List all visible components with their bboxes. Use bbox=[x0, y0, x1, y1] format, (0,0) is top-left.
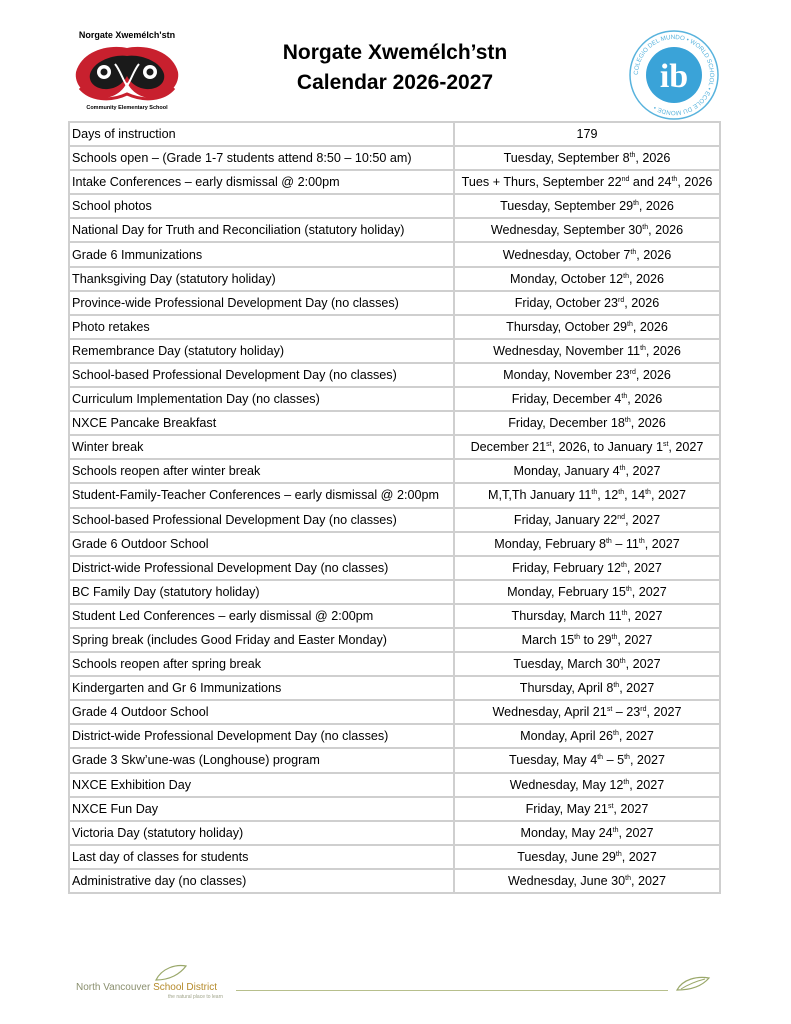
district-tagline: the natural place to learn bbox=[168, 994, 224, 1000]
ib-world-school-logo-icon bbox=[627, 28, 721, 122]
event-cell: NXCE Pancake Breakfast bbox=[69, 411, 454, 435]
date-cell: Monday, May 24th, 2027 bbox=[454, 821, 720, 845]
date-cell: 179 bbox=[454, 122, 720, 146]
date-cell: Wednesday, May 12th, 2027 bbox=[454, 773, 720, 797]
table-row bbox=[69, 556, 720, 580]
title-line-1: Norgate Xwemélch’stn bbox=[282, 41, 508, 64]
event-cell: Winter break bbox=[69, 435, 454, 459]
event-cell: Student Led Conferences – early dismissal @ 2:00pm bbox=[69, 604, 454, 628]
event-cell: Administrative day (no classes) bbox=[69, 869, 454, 893]
table-row bbox=[69, 797, 720, 821]
date-cell: Wednesday, October 7th, 2026 bbox=[454, 242, 720, 266]
date-cell: Monday, October 12th, 2026 bbox=[454, 267, 720, 291]
title-line-2: Calendar 2026-2027 bbox=[296, 71, 494, 94]
date-cell: Thursday, October 29th, 2026 bbox=[454, 315, 720, 339]
page-title bbox=[190, 38, 600, 98]
event-cell: School-based Professional Development Day (no classes) bbox=[69, 508, 454, 532]
event-cell: Grade 3 Skw’une-was (Longhouse) program bbox=[69, 748, 454, 772]
event-cell: Last day of classes for students bbox=[69, 845, 454, 869]
date-cell: Wednesday, June 30th, 2027 bbox=[454, 869, 720, 893]
event-cell: School-based Professional Development Day (no classes) bbox=[69, 363, 454, 387]
date-cell: Friday, December 18th, 2026 bbox=[454, 411, 720, 435]
event-cell: National Day for Truth and Reconciliation (statutory holiday) bbox=[69, 218, 454, 242]
date-cell: Tuesday, September 29th, 2026 bbox=[454, 194, 720, 218]
table-row bbox=[69, 267, 720, 291]
date-cell: Monday, November 23rd, 2026 bbox=[454, 363, 720, 387]
table-row bbox=[69, 748, 720, 772]
event-cell: Photo retakes bbox=[69, 315, 454, 339]
table-row bbox=[69, 628, 720, 652]
table-row bbox=[69, 845, 720, 869]
date-cell: Monday, January 4th, 2027 bbox=[454, 459, 720, 483]
event-cell: Schools open – (Grade 1-7 students attend 8:50 – 10:50 am) bbox=[69, 146, 454, 170]
table-row bbox=[69, 700, 720, 724]
salmon-crest-icon bbox=[70, 42, 184, 104]
table-row bbox=[69, 508, 720, 532]
date-cell: M,T,Th January 11th, 12th, 14th, 2027 bbox=[454, 483, 720, 507]
ib-ring-text: COLEGIO DEL MUNDO • WORLD SCHOOL • ÉCOLE DU MONDE • bbox=[632, 33, 716, 117]
event-cell: NXCE Fun Day bbox=[69, 797, 454, 821]
table-row bbox=[69, 652, 720, 676]
date-cell: Monday, February 8th – 11th, 2027 bbox=[454, 532, 720, 556]
event-cell: BC Family Day (statutory holiday) bbox=[69, 580, 454, 604]
ib-logo-text: ib bbox=[659, 58, 689, 95]
table-row bbox=[69, 315, 720, 339]
date-cell: Monday, February 15th, 2027 bbox=[454, 580, 720, 604]
table-row bbox=[69, 242, 720, 266]
event-cell: Grade 6 Outdoor School bbox=[69, 532, 454, 556]
event-cell: Schools reopen after spring break bbox=[69, 652, 454, 676]
district-logo bbox=[76, 964, 236, 1004]
logo-school-subtitle: Community Elementary School bbox=[86, 105, 168, 111]
date-cell: December 21st, 2026, to January 1st, 2027 bbox=[454, 435, 720, 459]
date-cell: Tuesday, September 8th, 2026 bbox=[454, 146, 720, 170]
event-cell: District-wide Professional Development Day (no classes) bbox=[69, 724, 454, 748]
date-cell: Tuesday, June 29th, 2027 bbox=[454, 845, 720, 869]
date-cell: Wednesday, September 30th, 2026 bbox=[454, 218, 720, 242]
date-cell: Friday, January 22nd, 2027 bbox=[454, 508, 720, 532]
calendar-table bbox=[68, 121, 721, 894]
event-cell: Thanksgiving Day (statutory holiday) bbox=[69, 267, 454, 291]
footer-leaf-icon bbox=[675, 975, 711, 993]
table-row bbox=[69, 363, 720, 387]
event-cell: Curriculum Implementation Day (no classes) bbox=[69, 387, 454, 411]
event-cell: Grade 4 Outdoor School bbox=[69, 700, 454, 724]
date-cell: Wednesday, April 21st – 23rd, 2027 bbox=[454, 700, 720, 724]
event-cell: NXCE Exhibition Day bbox=[69, 773, 454, 797]
date-cell: Tuesday, May 4th – 5th, 2027 bbox=[454, 748, 720, 772]
table-row bbox=[69, 291, 720, 315]
table-row bbox=[69, 459, 720, 483]
event-cell: School photos bbox=[69, 194, 454, 218]
table-row bbox=[69, 869, 720, 893]
district-name: North Vancouver School District bbox=[76, 982, 217, 993]
date-cell: Monday, April 26th, 2027 bbox=[454, 724, 720, 748]
logo-school-name: Norgate Xwemélch'stn bbox=[78, 30, 176, 40]
table-row bbox=[69, 339, 720, 363]
date-cell: Thursday, March 11th, 2027 bbox=[454, 604, 720, 628]
event-cell: Victoria Day (statutory holiday) bbox=[69, 821, 454, 845]
table-row bbox=[69, 146, 720, 170]
event-cell: Grade 6 Immunizations bbox=[69, 242, 454, 266]
table-row bbox=[69, 218, 720, 242]
event-cell: District-wide Professional Development Day (no classes) bbox=[69, 556, 454, 580]
school-logo bbox=[68, 30, 186, 116]
date-cell: Friday, February 12th, 2027 bbox=[454, 556, 720, 580]
table-row bbox=[69, 411, 720, 435]
table-row bbox=[69, 387, 720, 411]
table-row bbox=[69, 194, 720, 218]
table-row bbox=[69, 435, 720, 459]
date-cell: Tuesday, March 30th, 2027 bbox=[454, 652, 720, 676]
event-cell: Remembrance Day (statutory holiday) bbox=[69, 339, 454, 363]
leaf-icon bbox=[154, 964, 188, 982]
table-row bbox=[69, 580, 720, 604]
event-cell: Kindergarten and Gr 6 Immunizations bbox=[69, 676, 454, 700]
table-row bbox=[69, 676, 720, 700]
date-cell: Friday, December 4th, 2026 bbox=[454, 387, 720, 411]
event-cell: Days of instruction bbox=[69, 122, 454, 146]
date-cell: March 15th to 29th, 2027 bbox=[454, 628, 720, 652]
footer-divider bbox=[236, 990, 668, 991]
date-cell: Wednesday, November 11th, 2026 bbox=[454, 339, 720, 363]
table-row bbox=[69, 170, 720, 194]
date-cell: Friday, October 23rd, 2026 bbox=[454, 291, 720, 315]
date-cell: Tues + Thurs, September 22nd and 24th, 2026 bbox=[454, 170, 720, 194]
table-row bbox=[69, 604, 720, 628]
table-row bbox=[69, 532, 720, 556]
table-row bbox=[69, 483, 720, 507]
event-cell: Intake Conferences – early dismissal @ 2:00pm bbox=[69, 170, 454, 194]
event-cell: Student-Family-Teacher Conferences – early dismissal @ 2:00pm bbox=[69, 483, 454, 507]
date-cell: Thursday, April 8th, 2027 bbox=[454, 676, 720, 700]
table-row bbox=[69, 773, 720, 797]
table-row bbox=[69, 122, 720, 146]
event-cell: Province-wide Professional Development Day (no classes) bbox=[69, 291, 454, 315]
event-cell: Spring break (includes Good Friday and Easter Monday) bbox=[69, 628, 454, 652]
event-cell: Schools reopen after winter break bbox=[69, 459, 454, 483]
table-row bbox=[69, 821, 720, 845]
date-cell: Friday, May 21st, 2027 bbox=[454, 797, 720, 821]
table-row bbox=[69, 724, 720, 748]
